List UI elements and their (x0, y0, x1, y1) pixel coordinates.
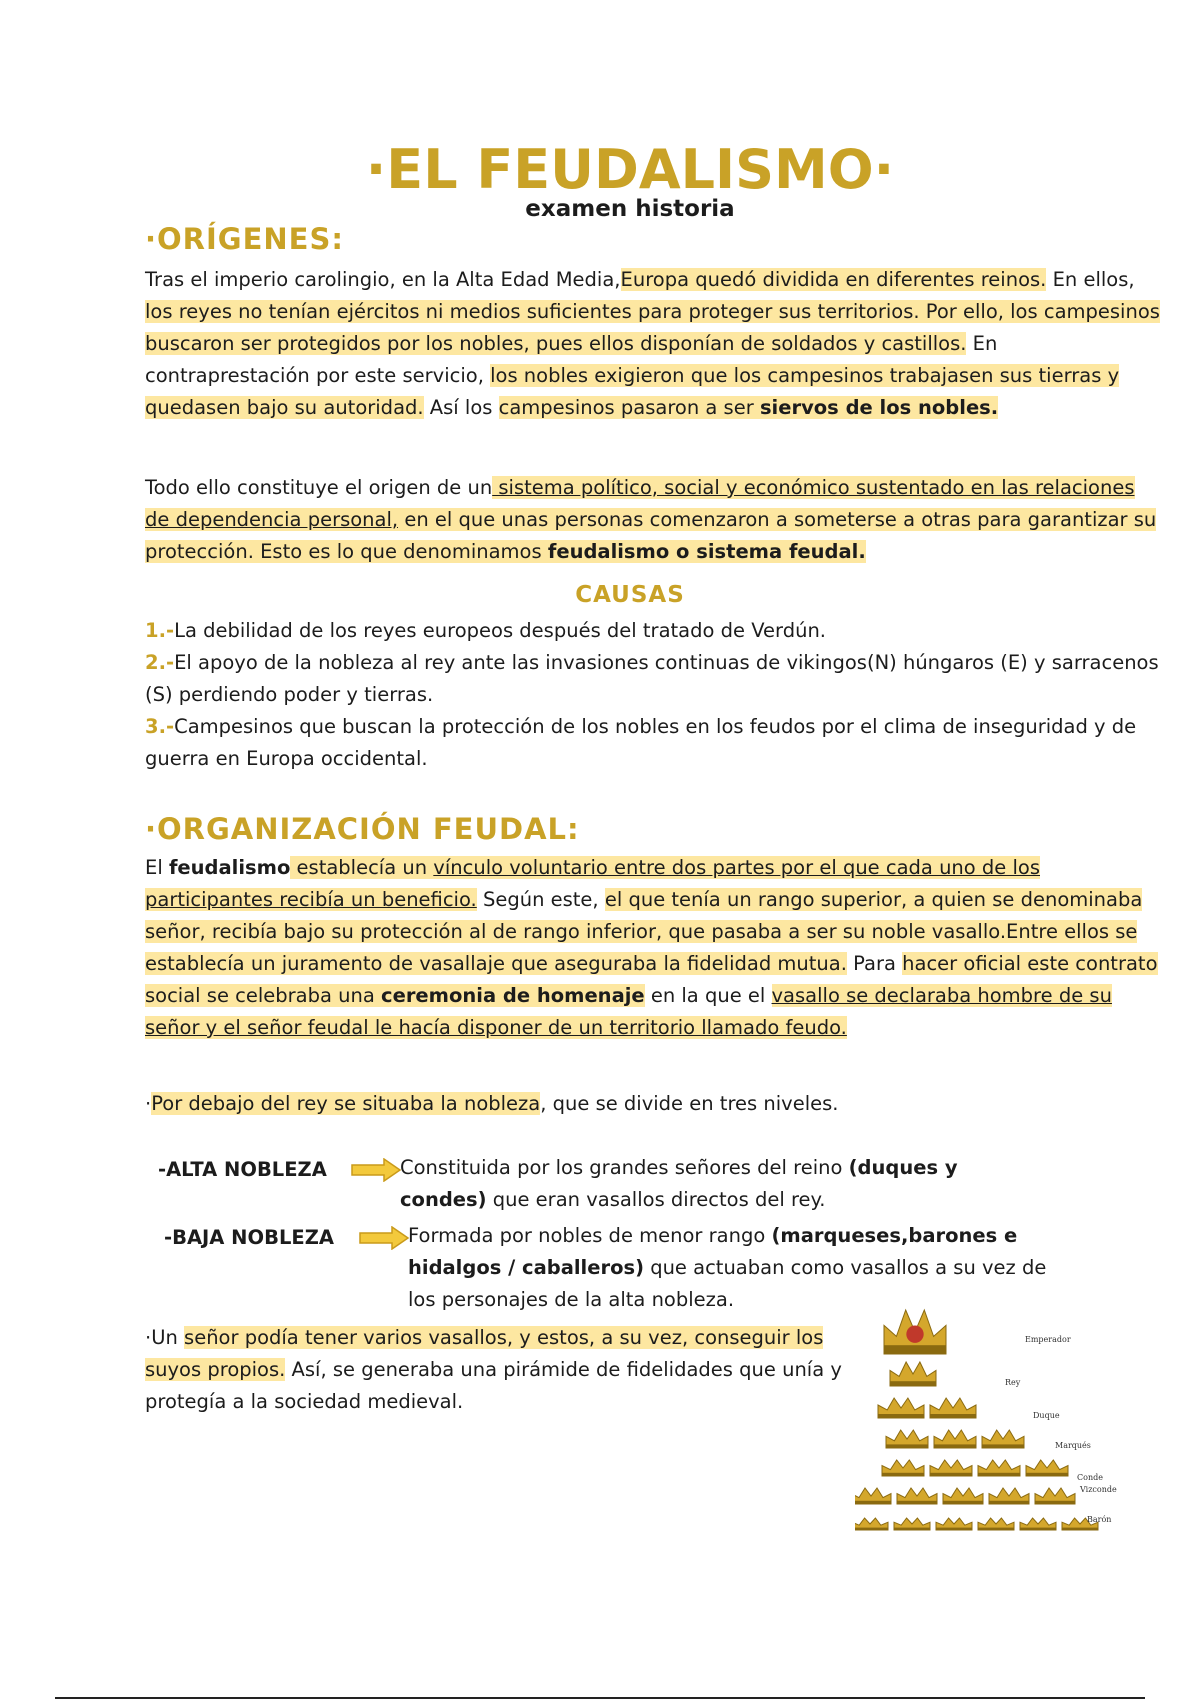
alta-nobleza-label: -ALTA NOBLEZA (158, 1158, 327, 1181)
highlighted-text: campesinos pasaron a ser (498, 396, 760, 419)
section-heading-organizacion: ·ORGANIZACIÓN FEUDAL: (145, 812, 580, 846)
paragraph-organizacion-3 (145, 1322, 885, 1418)
highlighted-underlined-text: vasallo se declaraba hombre de su señor y el señor feudal le hacía disponer de un territorio llamado feudo. (145, 984, 1112, 1039)
text-span: Constituida por los grandes señores del reino (400, 1156, 849, 1179)
text-span: El (145, 856, 169, 879)
section-heading-origenes: ·ORÍGENES: (145, 222, 344, 256)
text-span: · (145, 1092, 152, 1115)
page-subtitle: examen historia (525, 196, 735, 222)
highlighted-bold-text: siervos de los nobles. (759, 396, 999, 419)
crown-icon (890, 1362, 936, 1386)
causa-text: Campesinos que buscan la protección de los nobles en los feudos por el clima de inseguridad y de guerra en Europa occidental. (145, 715, 1137, 770)
crown-icon (882, 1460, 924, 1476)
crown-icon (1035, 1488, 1075, 1504)
highlighted-bold-text: feudalismo o sistema feudal. (547, 540, 866, 563)
crown-icon (884, 1310, 946, 1354)
crown-icon (936, 1518, 972, 1530)
highlighted-text: establecía un (290, 856, 434, 879)
crown-icon (855, 1488, 891, 1504)
rank-label-baron: Barón (1087, 1515, 1112, 1524)
crown-icon (989, 1488, 1029, 1504)
crown-icon (930, 1398, 976, 1418)
crown-icon (897, 1488, 937, 1504)
crown-icon (894, 1518, 930, 1530)
arrow-right-icon (358, 1226, 410, 1250)
rank-label-rey: Rey (1005, 1378, 1021, 1387)
text-span: Todo ello constituye el origen de un (145, 476, 493, 499)
highlighted-text: Europa quedó dividida en diferentes reinos. (620, 268, 1047, 291)
rank-label-conde: Conde (1077, 1473, 1103, 1482)
causa-item (145, 615, 1165, 647)
bold-text: (marqueses,barones e hidalgos / caballeros) (408, 1224, 1018, 1279)
highlighted-text: Por debajo del rey se situaba la nobleza (151, 1092, 541, 1115)
paragraph-origenes-1 (145, 264, 1165, 424)
bold-text: feudalismo (168, 856, 291, 879)
text-span: En ellos, (1046, 268, 1135, 291)
alta-nobleza-description (400, 1152, 1040, 1216)
arrow-right-icon (350, 1158, 402, 1182)
page-bottom-rule (55, 1697, 1145, 1699)
rank-label-marques: Marqués (1055, 1441, 1091, 1450)
crown-icon (978, 1518, 1014, 1530)
text-span: ·Un (145, 1326, 185, 1349)
crown-icon (982, 1430, 1024, 1448)
crown-icon (878, 1398, 924, 1418)
text-span: Así, se generaba una pirámide de fidelidades que unía y protegía a la sociedad medieval. (145, 1358, 842, 1413)
bold-text: (duques y condes) (400, 1156, 958, 1211)
rank-label-emperador: Emperador (1025, 1335, 1071, 1344)
causa-text: La debilidad de los reyes europeos después del tratado de Verdún. (174, 619, 826, 642)
text-span: que actuaban como vasallos a su vez de los personajes de la alta nobleza. (408, 1256, 1047, 1311)
highlighted-text: los nobles exigieron que los campesinos trabajasen sus tierras y quedasen bajo su autoridad. (145, 364, 1120, 419)
text-span: , que se divide en tres niveles. (540, 1092, 839, 1115)
highlighted-text: hacer oficial este contrato social se celebraba una (145, 952, 1158, 1007)
text-span: Tras el imperio carolingio, en la Alta Edad Media, (145, 268, 621, 291)
causa-item (145, 647, 1165, 711)
text-span: Para (846, 952, 903, 975)
causa-number: 2.- (145, 651, 175, 674)
text-span: Así los (423, 396, 499, 419)
causa-number: 3.- (145, 715, 175, 738)
text-span: que eran vasallos directos del rey. (486, 1188, 826, 1211)
rank-label-vizconde: Vizconde (1080, 1485, 1117, 1494)
causas-list (145, 615, 1165, 775)
crown-icon (886, 1430, 928, 1448)
paragraph-organizacion-1 (145, 852, 1165, 1044)
text-span: En contraprestación por este servicio, (145, 332, 998, 387)
highlighted-text: en el que unas personas comenzaron a someterse a otras para garantizar su protección. Esto es lo que denominamos (145, 508, 1157, 563)
causas-heading: CAUSAS (575, 582, 685, 608)
highlighted-text: los reyes no tenían ejércitos ni medios suficientes para proteger sus territorios. Por ello, los campesinos buscaron ser protegidos por los nobles, pues ellos disponían de soldados y castillos. (145, 300, 1160, 355)
baja-nobleza-label: -BAJA NOBLEZA (164, 1226, 334, 1249)
crown-icon (930, 1460, 972, 1476)
highlighted-text: señor podía tener varios vasallos, y estos, a su vez, conseguir los suyos propios. (145, 1326, 824, 1381)
highlighted-underlined-text: vínculo voluntario entre dos partes por el que cada uno de los participantes recibía un beneficio. (145, 856, 1040, 911)
crown-icon (855, 1518, 888, 1530)
crown-icon (1020, 1518, 1056, 1530)
causa-text: El apoyo de la nobleza al rey ante las invasiones continuas de vikingos(N) húngaros (E) y sarracenos (S) perdiendo poder y tierras. (145, 651, 1159, 706)
text-span: Según este, (476, 888, 605, 911)
rank-label-duque: Duque (1033, 1411, 1060, 1420)
crown-icon (978, 1460, 1020, 1476)
paragraph-organizacion-2 (145, 1088, 1165, 1120)
causa-item (145, 711, 1165, 775)
highlighted-text: el que tenía un rango superior, a quien se denominaba señor, recibía bajo su protección al de rango inferior, que pasaba a ser su noble vasallo.Entre ellos se establecía un juramento de vasallaje que aseguraba la fidelidad mutua. (145, 888, 1143, 975)
highlighted-bold-text: ceremonia de homenaje (381, 984, 645, 1007)
paragraph-origenes-2 (145, 472, 1165, 568)
page-title: ·EL FEUDALISMO· (365, 138, 895, 201)
highlighted-underlined-text: sistema político, social y económico sustentado en las relaciones de dependencia personal, (145, 476, 1135, 531)
causa-number: 1.- (145, 619, 175, 642)
text-span: Formada por nobles de menor rango (408, 1224, 772, 1247)
crown-icon (1026, 1460, 1068, 1476)
crown-icon (934, 1430, 976, 1448)
feudal-pyramid-illustration (855, 1290, 1145, 1550)
crown-icon (943, 1488, 983, 1504)
text-span: en la que el (644, 984, 772, 1007)
